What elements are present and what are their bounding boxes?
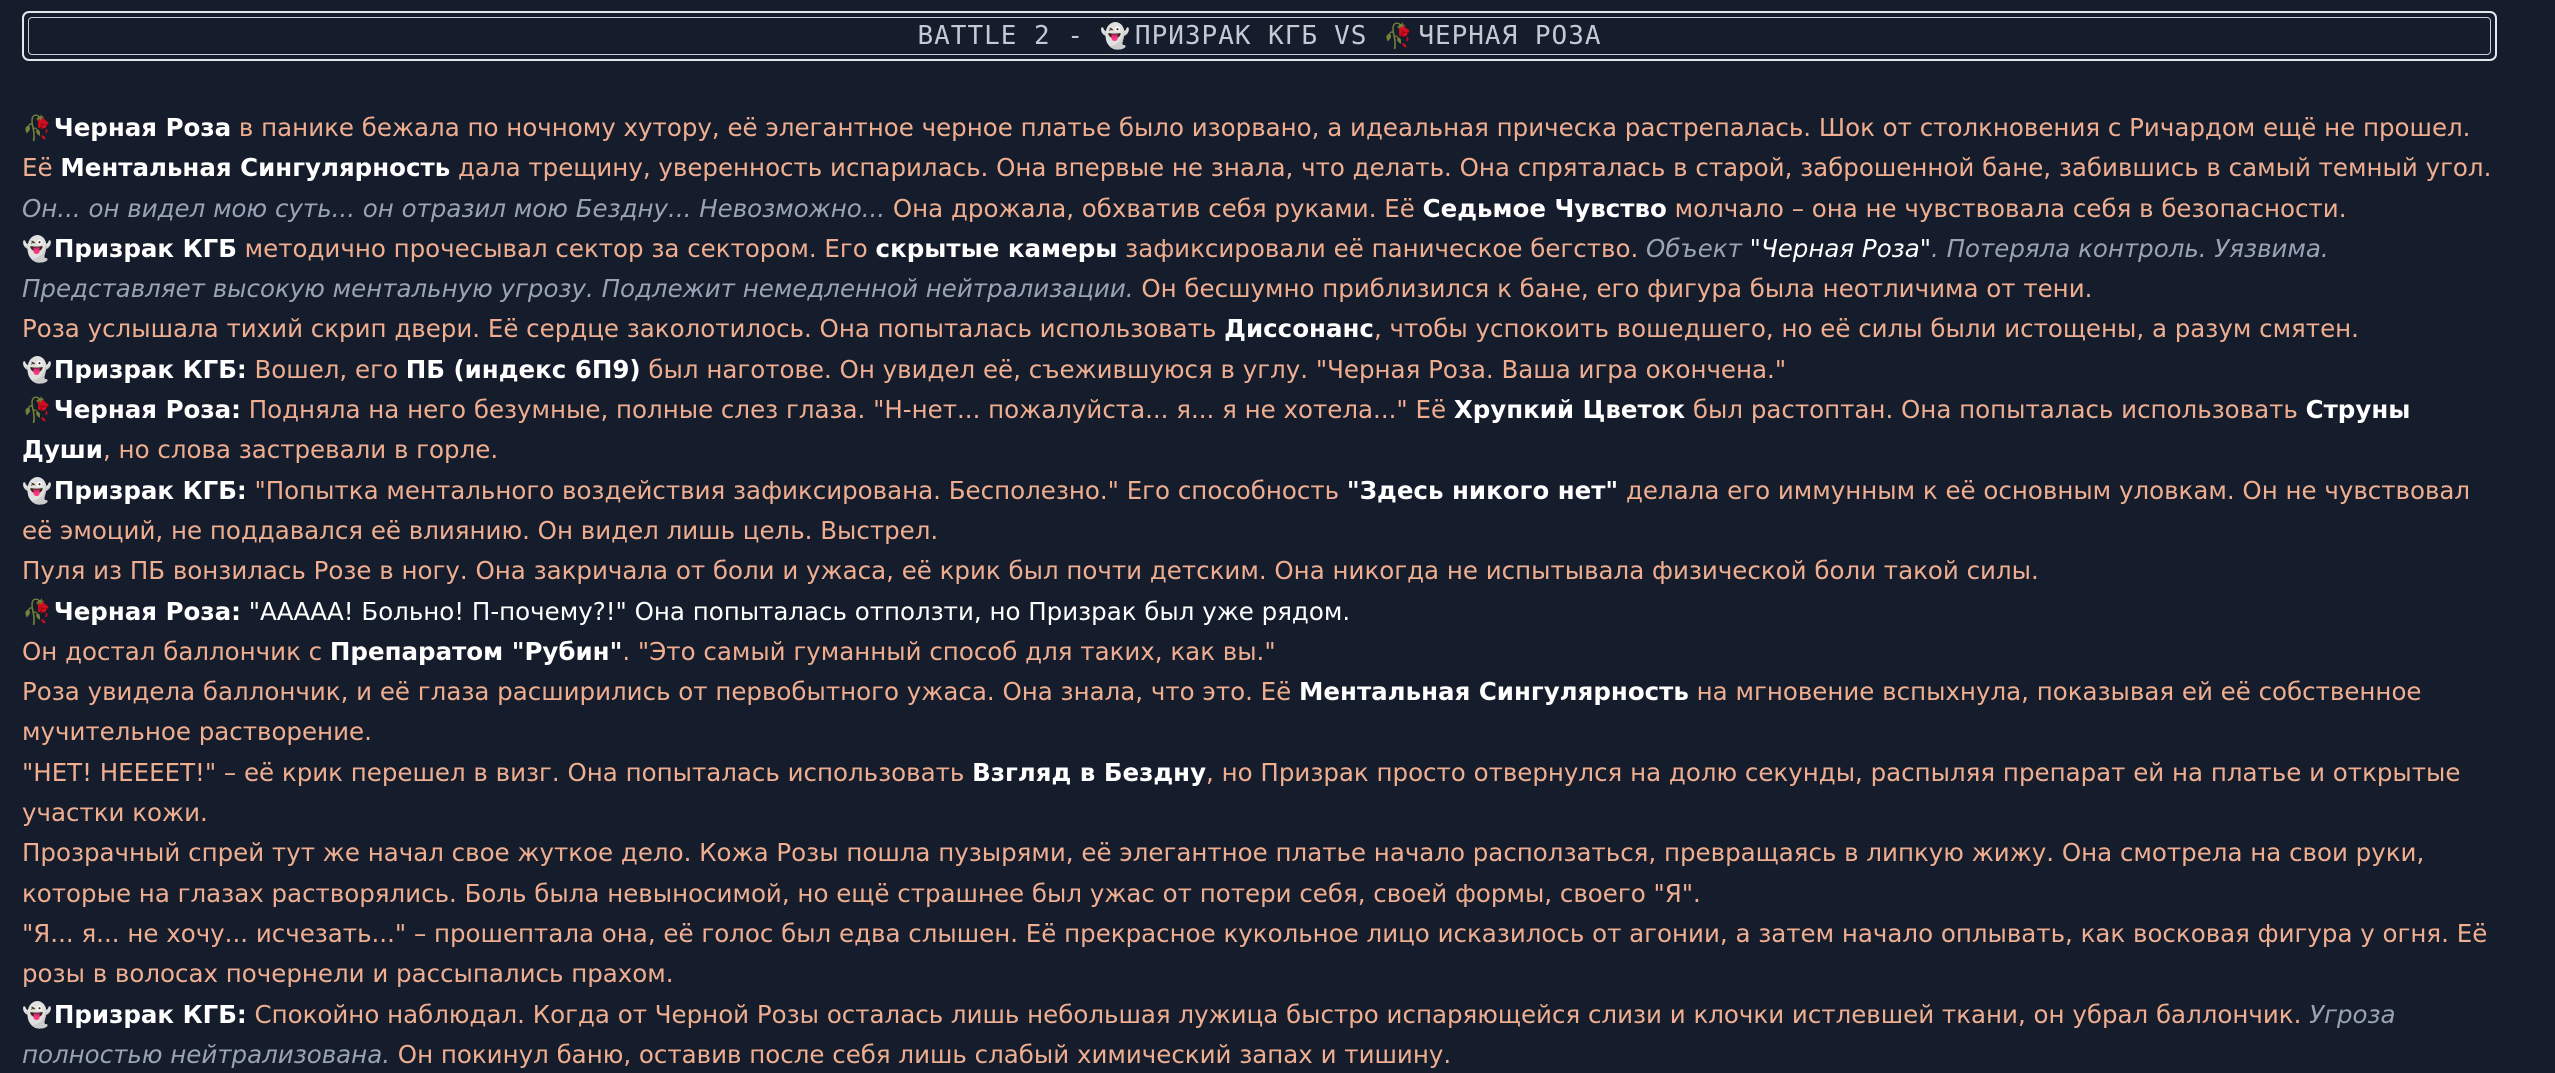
story-text: , чтобы успокоить вошедшего, но её силы были истощены, а разум смятен. — [1373, 314, 2359, 344]
ability-name: Струны Души — [22, 395, 2411, 465]
story-text: Он достал баллончик с — [22, 636, 330, 666]
story-text: , но Призрак просто отвернулся на долю секунды, распыляя препарат ей на платье и открытые участки кожи. — [22, 757, 2461, 828]
ability-name: Ментальная Сингулярность — [1299, 677, 1689, 707]
speaker-ghost: Призрак КГБ: — [53, 354, 247, 384]
rose-icon: 🥀 — [22, 396, 52, 425]
speaker-rose: Черная Роза: — [53, 395, 241, 425]
story-text: Спокойно наблюдал. Когда от Черной Розы осталась лишь небольшая лужица быстро испаряющейся слизи и клочки истлевшей ткани, он убрал баллончик. — [246, 999, 2310, 1029]
ability-name: Диссонанс — [1224, 314, 1374, 344]
story-text: , но слова застревали в горле. — [102, 435, 499, 465]
story-paragraph-5 — [22, 390, 2500, 471]
speaker-ghost: Призрак КГБ: — [53, 999, 247, 1029]
story-text: Он покинул баню, оставив после себя лишь слабый химический запах и тишину. — [390, 1039, 1452, 1069]
speaker-rose: Черная Роза: — [53, 596, 241, 626]
story-text: молчало – она не чувствовала себя в безопасности. — [1666, 193, 2347, 223]
story-text: "Попытка ментального воздействия зафиксирована. Бесполезно." Его способность — [246, 475, 1347, 505]
story-paragraph-11 — [22, 753, 2500, 834]
inner-thought: Объект — [1646, 233, 1750, 263]
ability-name: "Здесь никого нет" — [1346, 475, 1619, 505]
ability-name: Хрупкий Цветок — [1453, 395, 1686, 425]
story-text: Она дрожала, обхватив себя руками. Её — [885, 193, 1423, 223]
story-text: Он бесшумно приблизился к бане, его фигура была неотличима от тени. — [1133, 274, 2093, 304]
story-text: был растоптан. Она попыталась использовать — [1685, 395, 2306, 425]
story-text: был наготове. Он увидел её, съежившуюся в углу. "Черная Роза. Ваша игра окончена." — [640, 354, 1787, 384]
story-paragraph-6 — [22, 471, 2500, 552]
story-text: Роза увидела баллончик, и её глаза расширились от первобытного ужаса. Она знала, что это. Её — [22, 677, 1300, 707]
story-text: в панике бежала по ночному хутору, её элегантное черное платье было изорвано, а идеальная прическа растрепалась. Шок от столкновения с Ричардом ещё не прошел. Её — [22, 113, 2471, 183]
speaker-ghost: Призрак КГБ — [53, 233, 237, 263]
story-paragraph-1 — [22, 108, 2500, 229]
ghost-icon: 👻 — [1100, 22, 1131, 50]
speaker-ghost: Призрак КГБ: — [53, 475, 247, 505]
speaker-rose: Черная Роза — [53, 113, 232, 142]
story-paragraph-13 — [22, 914, 2500, 995]
battle-label: BATTLE 2 - — [917, 21, 1085, 51]
story-text: на мгновение вспыхнула, показывая ей её собственное мучительное растворение. — [22, 677, 2422, 747]
story-text: Роза услышала тихий скрип двери. Её сердце заколотилось. Она попыталась использовать — [22, 314, 1225, 344]
ability-name: Седьмое Чувство — [1422, 193, 1667, 223]
ability-name: скрытые камеры — [875, 233, 1118, 263]
inner-thought: . Потеряла контроль. Уязвима. Представляет высокую ментальную угрозу. Подлежит немедленной нейтрализации. — [22, 233, 2329, 304]
fighter-b-name: ЧЕРНАЯ РОЗА — [1418, 21, 1602, 51]
story-text: дала трещину, уверенность испарилась. Она впервые не знала, что делать. Она спряталась в старой, заброшенной бане, забившись в самый темный угол. — [450, 153, 2492, 183]
story-text: методично прочесывал сектор за сектором. Его — [236, 233, 876, 263]
story-text: Пуля из ПБ вонзилась Розе в ногу. Она закричала от боли и ужаса, её крик был почти детским. Она никогда не испытывала физической боли такой силы. — [22, 556, 2039, 586]
story-text: Прозрачный спрей тут же начал свое жуткое дело. Кожа Розы пошла пузырями, её элегантное платье начало расползаться, превращаясь в липкую жижу. Она смотрела на свои руки, которые на глазах растворялись. Боль была невыносимой, но ещё страшнее был ужас от потери себя, своей формы, своего "Я". — [22, 838, 2425, 908]
story-text: "Я... я... не хочу... исчезать..." – прошептала она, её голос был едва слышен. Её прекрасное кукольное лицо исказилось от агонии, а затем начало оплывать, как восковая фигура у огня. Её розы в волосах почернели и рассыпались прахом. — [22, 918, 2488, 989]
story-text: "ААААА! Больно! П-почему?!" Она попыталась отползти, но Призрак был уже рядом. — [240, 596, 1351, 626]
ghost-icon: 👻 — [22, 355, 52, 384]
ability-name: Ментальная Сингулярность — [60, 153, 451, 183]
rose-icon: 🥀 — [1383, 22, 1415, 50]
story-text: . "Это самый гуманный способ для таких, как вы." — [622, 636, 1276, 666]
quoted-target: "Черная Роза" — [1749, 233, 1931, 263]
story-paragraph-7 — [22, 551, 2500, 591]
battle-header — [22, 11, 2497, 61]
ghost-icon: 👻 — [22, 476, 52, 505]
story-text: делала его иммунным к её основным уловкам. Он не чувствовал её эмоций, не поддавался её влиянию. Он видел лишь цель. Выстрел. — [22, 475, 2471, 545]
battle-story — [22, 108, 2500, 1073]
story-text: Подняла на него безумные, полные слез глаза. "Н-нет... пожалуйста... я... я не хотела..." Её — [240, 395, 1454, 425]
ghost-icon: 👻 — [22, 1000, 52, 1029]
item-name: Препаратом "Рубин" — [329, 636, 623, 666]
vs-label: VS — [1334, 21, 1368, 51]
battle-header-title — [28, 17, 2491, 55]
weapon-name: ПБ (индекс 6П9) — [405, 354, 641, 384]
story-paragraph-8 — [22, 592, 2500, 632]
story-text: "НЕТ! НЕЕЕЕТ!" – её крик перешел в визг. Она попыталась использовать — [22, 757, 973, 787]
story-paragraph-9 — [22, 632, 2500, 672]
rose-icon: 🥀 — [22, 114, 52, 142]
rose-icon: 🥀 — [22, 597, 52, 626]
fighter-a-name: ПРИЗРАК КГБ — [1134, 21, 1319, 51]
ability-name: Взгляд в Бездну — [972, 757, 1207, 787]
story-paragraph-4 — [22, 350, 2500, 390]
story-paragraph-2 — [22, 229, 2500, 310]
story-paragraph-12 — [22, 833, 2500, 914]
inner-thought: Угроза полностью нейтрализована. — [22, 999, 2396, 1069]
ghost-icon: 👻 — [22, 234, 52, 263]
inner-thought: Он... он видел мою суть... он отразил мою Бездну... Невозможно... — [22, 193, 886, 223]
story-paragraph-14 — [22, 995, 2500, 1073]
story-text: Вошел, его — [246, 354, 406, 384]
story-paragraph-10 — [22, 672, 2500, 753]
story-paragraph-3 — [22, 309, 2500, 349]
story-text: зафиксировали её паническое бегство. — [1117, 233, 1647, 263]
